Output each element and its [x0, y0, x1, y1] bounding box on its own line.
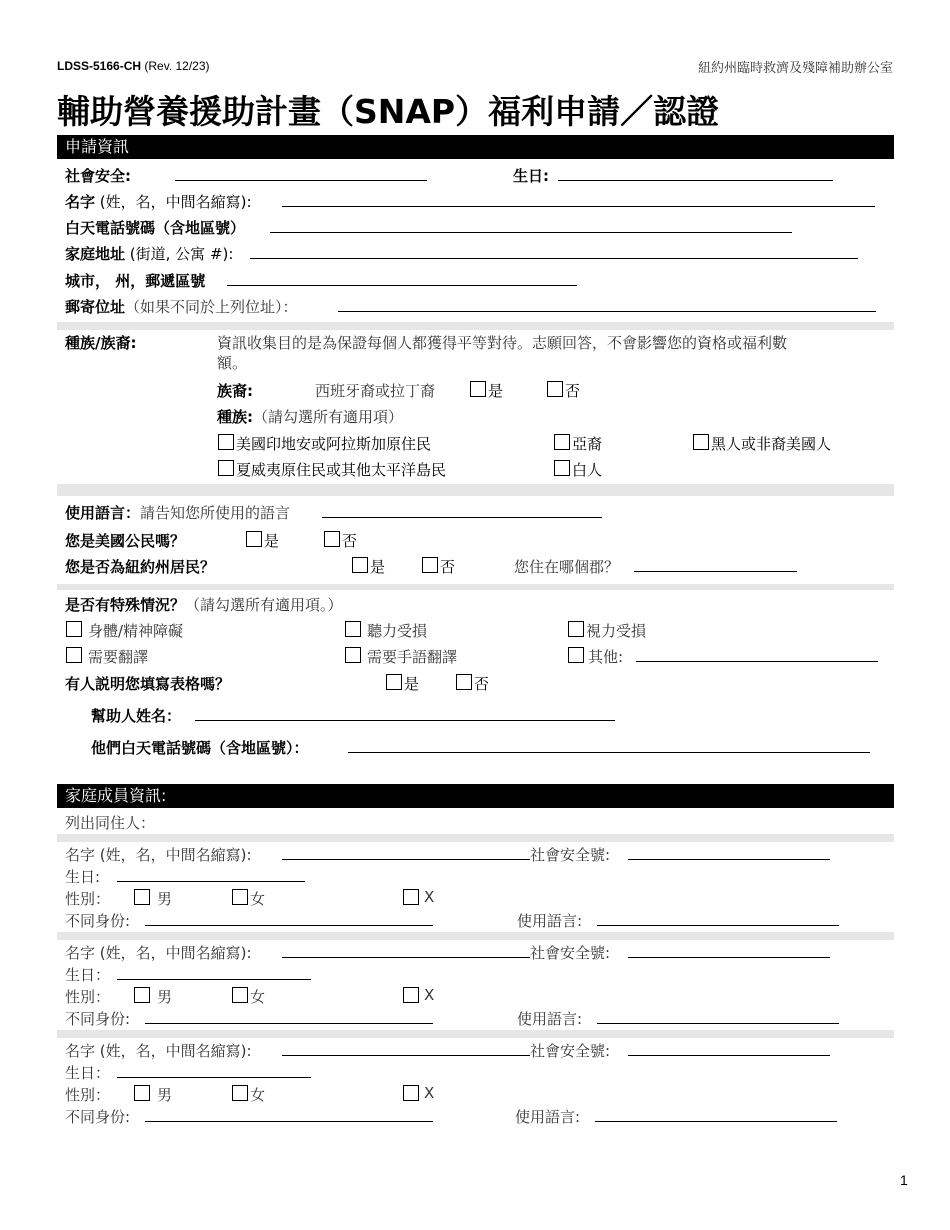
resident-no-checkbox[interactable] — [422, 557, 438, 573]
county-field[interactable] — [634, 571, 797, 572]
race-native-american-label: 美國印地安或阿拉斯加原住民 — [236, 435, 432, 453]
help-no-checkbox[interactable] — [456, 674, 472, 690]
section-divider — [57, 322, 894, 330]
resident-yes-label: 是 — [370, 558, 386, 576]
member-language-field[interactable] — [597, 925, 839, 926]
member-dob-field[interactable] — [117, 1077, 311, 1078]
county-question: 您住在哪個郡？ — [514, 558, 620, 576]
other-checkbox[interactable] — [568, 647, 584, 663]
member-ssn-label: 社會安全號: — [530, 944, 611, 962]
race-asian-label: 亞裔 — [572, 435, 603, 453]
race-section-label: 種族/族裔: — [65, 334, 137, 352]
resident-question: 您是否為紐約州居民？ — [65, 558, 216, 576]
member-x-checkbox[interactable] — [403, 987, 419, 1003]
name-label: 名字 — [65, 193, 96, 211]
member-dob-field[interactable] — [117, 979, 311, 980]
language-field[interactable] — [322, 517, 602, 518]
member-language-label: 使用語言: — [515, 1108, 581, 1126]
member-identity-label: 不同身份: — [65, 1108, 131, 1126]
translation-label: 需要翻譯 — [88, 648, 149, 666]
address-field[interactable] — [250, 258, 858, 259]
ethnicity-yes-label: 是 — [488, 382, 504, 400]
member-ssn-field[interactable] — [628, 859, 830, 860]
address-label: 家庭地址 — [65, 245, 126, 263]
ethnicity-question: 西班牙裔或拉丁裔 — [315, 382, 436, 400]
phone-label: 白天電話號碼（含地區號） — [65, 219, 246, 237]
address-label-row — [65, 243, 233, 264]
member-identity-label: 不同身份: — [65, 912, 131, 930]
race-pacific-islander-checkbox[interactable] — [218, 460, 234, 476]
member-x-checkbox[interactable] — [403, 889, 419, 905]
member-identity-field[interactable] — [145, 1023, 433, 1024]
member-divider — [57, 1030, 894, 1038]
member-language-field[interactable] — [597, 1023, 839, 1024]
household-list-label: 列出同住人： — [65, 814, 156, 832]
mailing-label-row — [65, 296, 298, 317]
member-identity-field[interactable] — [145, 925, 433, 926]
ssn-field[interactable] — [175, 180, 427, 181]
citizen-question: 您是美國公民嗎？ — [65, 532, 186, 550]
helper-phone-label: 他們白天電話號碼（含地區號）： — [91, 739, 309, 757]
helper-name-field[interactable] — [195, 720, 615, 721]
other-field[interactable] — [636, 661, 878, 662]
race-intro-line2: 額。 — [217, 354, 248, 372]
member-identity-label: 不同身份: — [65, 1010, 131, 1028]
name-hint: (姓，名，中間名縮寫): — [95, 193, 252, 211]
name-label-row — [65, 191, 252, 212]
member-male-label: 男 — [157, 890, 173, 908]
special-row — [65, 594, 343, 615]
helper-phone-field[interactable] — [348, 752, 870, 753]
race-label: 種族: — [217, 408, 253, 426]
address-hint: (街道, 公寓 #): — [125, 245, 234, 263]
citizen-no-label: 否 — [342, 532, 358, 550]
vision-label: 視力受損 — [586, 622, 647, 640]
hearing-label: 聽力受損 — [367, 622, 428, 640]
translation-checkbox[interactable] — [66, 647, 82, 663]
resident-no-label: 否 — [440, 558, 456, 576]
applicant-section-header: 申請資訊 — [57, 135, 894, 159]
sign-language-label: 需要手語翻譯 — [367, 648, 458, 666]
member-language-field[interactable] — [595, 1121, 837, 1122]
language-label: 使用語言： — [65, 504, 141, 522]
mailing-field[interactable] — [338, 311, 876, 312]
page-title: 輔助營養援助計畫（SNAP）福利申請／認證 — [57, 92, 720, 131]
help-yes-checkbox[interactable] — [386, 674, 402, 690]
member-language-label: 使用語言: — [517, 912, 583, 930]
member-divider — [57, 932, 894, 940]
mailing-hint: （如果不同於上列位址）： — [125, 298, 298, 316]
member-identity-field[interactable] — [145, 1121, 433, 1122]
name-field[interactable] — [282, 206, 875, 207]
member-ssn-field[interactable] — [628, 1055, 830, 1056]
ethnicity-label: 族裔: — [217, 382, 253, 400]
member-female-checkbox[interactable] — [232, 1085, 248, 1101]
special-hint: （請勾選所有適用項。） — [185, 596, 343, 614]
dob-label: 生日: — [513, 167, 549, 185]
ethnicity-yes-checkbox[interactable] — [470, 381, 486, 397]
member-x-label: X — [424, 888, 435, 906]
city-label: 城市， 州，郵遞區號 — [65, 272, 206, 290]
member-male-checkbox[interactable] — [134, 1085, 150, 1101]
page-number: 1 — [900, 1172, 908, 1188]
race-white-checkbox[interactable] — [554, 460, 570, 476]
dob-field[interactable] — [558, 180, 833, 181]
hearing-checkbox[interactable] — [345, 621, 361, 637]
race-pacific-islander-label: 夏威夷原住民或其他太平洋島民 — [236, 461, 447, 479]
member-female-label: 女 — [250, 890, 266, 908]
help-no-label: 否 — [474, 675, 490, 693]
race-hint: （請勾選所有適用項） — [253, 408, 404, 426]
member-male-label: 男 — [157, 1086, 173, 1104]
member-gender-label: 性別： — [65, 890, 111, 908]
help-yes-label: 是 — [404, 675, 420, 693]
member-name-label: 名字 (姓，名，中間名縮寫): — [65, 944, 252, 962]
member-female-checkbox[interactable] — [232, 987, 248, 1003]
section-divider — [57, 484, 894, 496]
member-ssn-label: 社會安全號: — [530, 1042, 611, 1060]
helper-name-label: 幫助人姓名： — [91, 707, 182, 725]
member-language-label: 使用語言: — [517, 1010, 583, 1028]
help-question: 有人説明您填寫表格嗎？ — [65, 675, 231, 693]
member-x-checkbox[interactable] — [403, 1085, 419, 1101]
mailing-label: 郵寄位址 — [65, 298, 126, 316]
ethnicity-no-checkbox[interactable] — [547, 381, 563, 397]
ssn-label: 社會安全: — [65, 167, 131, 185]
member-male-checkbox[interactable] — [134, 889, 150, 905]
member-dob-label: 生日： — [65, 966, 111, 984]
member-gender-label: 性別： — [65, 988, 111, 1006]
member-female-label: 女 — [250, 1086, 266, 1104]
member-dob-field[interactable] — [117, 881, 305, 882]
race-black-checkbox[interactable] — [693, 434, 709, 450]
race-native-american-checkbox[interactable] — [218, 434, 234, 450]
city-field[interactable] — [227, 285, 577, 286]
household-section-header: 家庭成員資訊: — [57, 784, 894, 808]
race-label-row — [217, 406, 403, 427]
citizen-no-checkbox[interactable] — [324, 531, 340, 547]
special-label: 是否有特殊情況？ — [65, 596, 186, 614]
citizen-yes-label: 是 — [264, 532, 280, 550]
member-name-field[interactable] — [282, 859, 530, 860]
member-ssn-field[interactable] — [628, 957, 830, 958]
form-code-line — [57, 59, 210, 73]
citizen-yes-checkbox[interactable] — [246, 531, 262, 547]
member-divider — [57, 834, 894, 842]
sign-language-checkbox[interactable] — [345, 647, 361, 663]
member-name-field[interactable] — [282, 1055, 530, 1056]
member-name-label: 名字 (姓，名，中間名縮寫): — [65, 1042, 252, 1060]
language-row — [65, 502, 290, 523]
race-asian-checkbox[interactable] — [554, 434, 570, 450]
race-white-label: 白人 — [572, 461, 603, 479]
member-x-label: X — [424, 986, 435, 1004]
race-black-label: 黑人或非裔美國人 — [711, 435, 832, 453]
agency-name: 紐約州臨時救濟及殘障補助辦公室 — [697, 61, 893, 76]
disability-checkbox[interactable] — [66, 621, 82, 637]
member-female-checkbox[interactable] — [232, 889, 248, 905]
language-prompt: 請告知您所使用的語言 — [140, 504, 291, 522]
phone-field[interactable] — [270, 232, 792, 233]
member-name-field[interactable] — [282, 957, 530, 958]
section-divider — [57, 584, 894, 590]
other-label: 其他: — [588, 648, 624, 666]
disability-label: 身體/精神障礙 — [88, 622, 184, 640]
member-name-label: 名字 (姓，名，中間名縮寫): — [65, 846, 252, 864]
member-male-checkbox[interactable] — [134, 987, 150, 1003]
race-intro-line1: 資訊收集目的是為保證每個人都獲得平等對待。志願回答，不會影響您的資格或福利數 — [217, 334, 788, 352]
member-dob-label: 生日： — [65, 1064, 111, 1082]
vision-checkbox[interactable] — [568, 621, 584, 637]
member-male-label: 男 — [157, 988, 173, 1006]
member-gender-label: 性別： — [65, 1086, 111, 1104]
form-revision: (Rev. 12/23) — [144, 59, 210, 73]
member-ssn-label: 社會安全號: — [530, 846, 611, 864]
member-x-label: X — [424, 1084, 435, 1102]
member-female-label: 女 — [250, 988, 266, 1006]
resident-yes-checkbox[interactable] — [352, 557, 368, 573]
ethnicity-no-label: 否 — [565, 382, 581, 400]
member-dob-label: 生日: — [65, 868, 101, 886]
form-code: LDSS-5166-CH — [57, 59, 142, 73]
